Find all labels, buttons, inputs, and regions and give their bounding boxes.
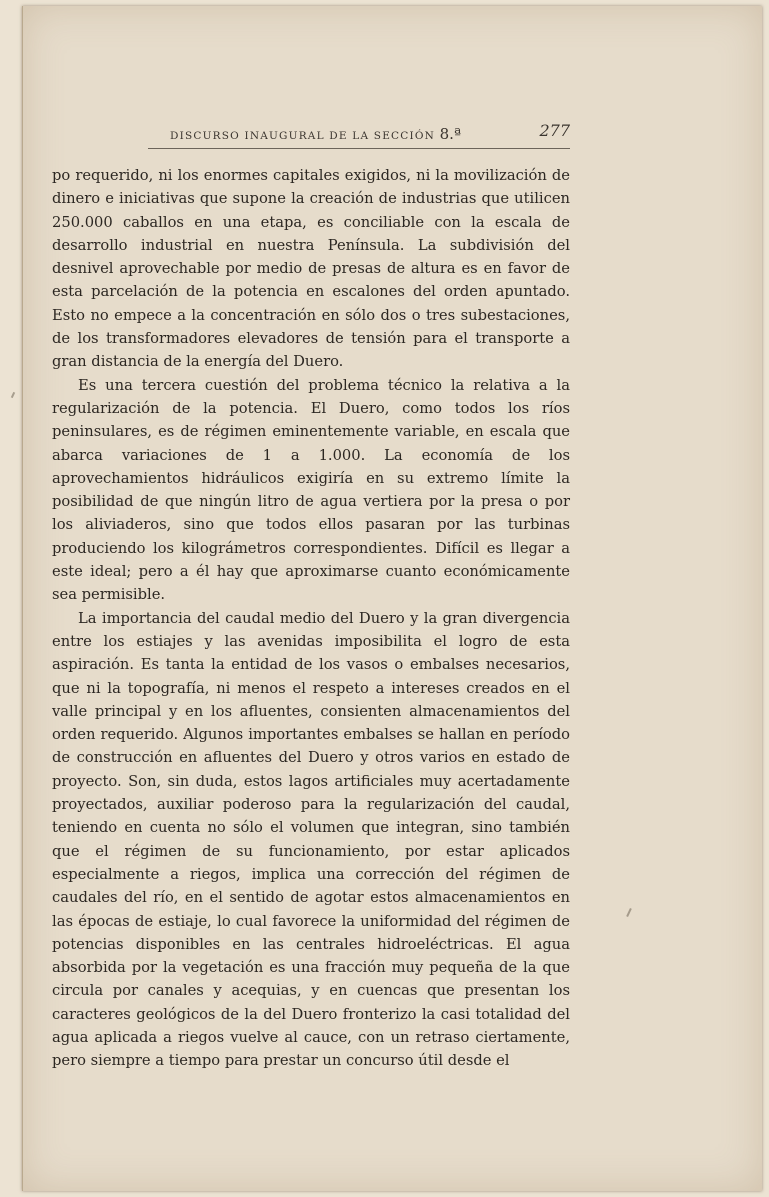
header-rule [148, 148, 570, 149]
paragraph: Es una tercera cuestión del problema técnico la relativa a la regularización de la potencia. El Duero, como todos los ríos peninsulares, es de régimen eminentemente variable, en escala que abarca variaciones de 1 a 1.000. La economía de los aprovechamientos hidráulicos exigiría en su extremo límite la posibilidad de que ningún litro de agua vertiera por la presa o por los aliviaderos, sino que todos ellos pasaran por las turbinas produciendo los kilográmetros correspondientes. Difícil es llegar a este ideal; pero a él hay que aproximarse cuanto económicamente sea permisible. [52, 376, 570, 604]
paragraph: La importancia del caudal medio del Duero y la gran divergencia entre los estiajes y las avenidas imposibilita el logro de esta aspiración. Es tanta la entidad de los vasos o embalses necesarios, que ni la topografía, ni menos el respeto a intereses creados en el valle principal y en los afluentes, consienten almacenamientos del orden requerido. Algunos importantes embalses se hallan en período de construcción en afluentes del Duero y otros varios en estado de proyecto. Son, sin duda, estos lagos artificiales muy acertadamente proyectados, auxiliar poderoso para la regularización del caudal, teniendo en cuenta no sólo el volumen que integran, sino también que el régimen de su funcionamiento, por estar aplicados especialmente a riegos, implica una corrección del régimen de caudales del río, en el sentido de agotar estos almacenamientos en las épocas de estiaje, lo cual favorece la uniformidad del régimen de potencias disponibles en las centrales hidroeléctricas. El agua absorbida por la vegetación es una fracción muy pequeña de la que circula por canales y acequias, y en cuencas que presentan los caracteres geológicos de la del Duero fronterizo la casi totalidad del agua aplicada a riegos vuelve al cauce, con un retraso ciertamente, pero siempre a tiempo para prestar un concurso útil desde el [52, 609, 570, 1070]
running-header [170, 121, 570, 143]
paragraph: po requerido, ni los enormes capitales exigidos, ni la movilización de dinero e iniciativas que supone la creación de industrias que utilicen 250.000 caballos en una etapa, es conciliable con la escala de desarrollo industrial en nuestra Península. La subdivisión del desnivel aprovechable por medio de presas de altura es en favor de esta parcelación de la potencia en escalones del orden apuntado. Esto no empece a la concentración en sólo dos o tres subestaciones, de los transformadores elevadores de tensión para el transporte a gran distancia de la energía del Duero. [52, 167, 570, 371]
page-number: 277 [539, 121, 570, 140]
header-title-text: DISCURSO INAUGURAL DE LA SECCIÓN [170, 130, 436, 142]
paper-speck [11, 392, 15, 398]
header-title [170, 125, 461, 143]
body-text [52, 164, 570, 1073]
header-section-ordinal: 8.ª [439, 125, 462, 143]
